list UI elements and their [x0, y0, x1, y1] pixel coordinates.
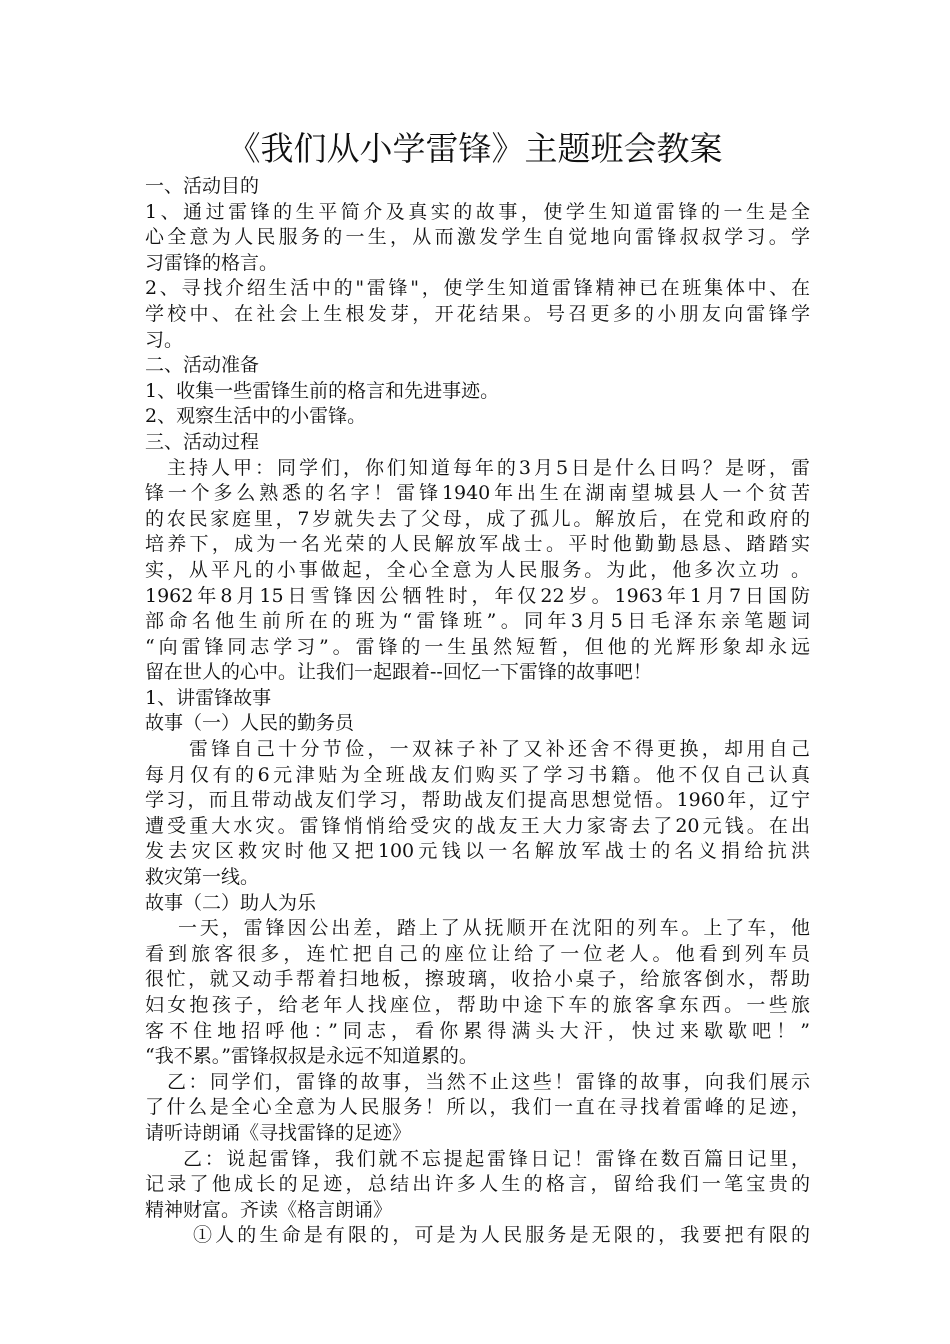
paragraph-line: 心全意为人民服务的一生，从而激发学生自觉地向雷锋叔叔学习。学: [145, 226, 810, 249]
paragraph-line: 了什么是全心全意为人民服务！所以，我们一直在寻找着雷峰的足迹，: [145, 1096, 810, 1119]
paragraph-line: 乙：同学们，雷锋的故事，当然不止这些！雷锋的故事，向我们展示: [167, 1070, 810, 1093]
section-heading-process: 三、活动过程: [145, 430, 260, 453]
document-title: 《我们从小学雷锋》主题班会教案: [227, 129, 723, 168]
paragraph-line: 精神财富。齐读《格言朗诵》: [145, 1198, 393, 1221]
paragraph-line: 一天，雷锋因公出差，踏上了从抚顺开在沈阳的列车。上了车，他: [178, 917, 810, 940]
subheading-stories: 1、讲雷锋故事: [145, 686, 272, 709]
paragraph-line: 很忙，就又动手帮着扫地板，擦玻璃，收拾小桌子，给旅客倒水，帮助: [145, 968, 810, 991]
paragraph-line: 部命名他生前所在的班为“雷锋班”。同年3月5日毛泽东亲笔题词: [145, 610, 810, 633]
paragraph-line: 习。: [145, 328, 184, 351]
paragraph-line: 学习，而且带动战友们学习，帮助战友们提高思想觉悟。1960年，辽宁: [145, 789, 810, 812]
paragraph-line: 培养下，成为一名光荣的人民解放军战士。平时他勤勤恳恳、踏踏实: [145, 533, 810, 556]
story-title-1: 故事（一）人民的勤务员: [145, 712, 355, 735]
paragraph-line: 2、观察生活中的小雷锋。: [145, 405, 367, 428]
section-heading-purpose: 一、活动目的: [145, 175, 260, 197]
paragraph-line: 记录了他成长的足迹，总结出许多人生的格言，留给我们一笔宝贵的: [145, 1173, 810, 1196]
paragraph-line: 的农民家庭里，7岁就失去了父母，成了孤儿。解放后，在党和政府的: [145, 507, 810, 530]
paragraph-line: 留在世人的心中。让我们一起跟着--回忆一下雷锋的故事吧！: [145, 661, 652, 684]
paragraph-line: 锋一个多么熟悉的名字！雷锋1940年出生在湖南望城县人一个贫苦: [145, 482, 810, 505]
paragraph-line: 1、收集一些雷锋生前的格言和先进事迹。: [145, 379, 500, 402]
paragraph-line: 请听诗朗诵《寻找雷锋的足迹》: [145, 1121, 412, 1144]
paragraph-line: 2、寻找介绍生活中的"雷锋"，使学生知道雷锋精神已在班集体中、在: [145, 277, 810, 300]
paragraph-line: 每月仅有的6元津贴为全班战友们购买了学习书籍。他不仅自己认真: [145, 763, 810, 786]
paragraph-line: 实，从平凡的小事做起，全心全意为人民服务。为此，他多次立功 。: [145, 558, 810, 581]
paragraph-line: “我不累。”雷锋叔叔是永远不知道累的。: [145, 1045, 478, 1068]
paragraph-line: 习雷锋的格言。: [145, 251, 279, 274]
section-heading-preparation: 二、活动准备: [145, 354, 260, 377]
paragraph-line: “向雷锋同志学习”。雷锋的一生虽然短暂，但他的光辉形象却永远: [145, 635, 810, 658]
paragraph-line: 主持人甲：同学们，你们知道每年的3月5日是什么日吗？是呀，雷: [167, 456, 810, 479]
paragraph-line: 客不住地招呼他：”同志，看你累得满头大汗，快过来歇歇吧！”: [145, 1019, 810, 1042]
paragraph-line: 雷锋自己十分节俭，一双袜子补了又补还舍不得更换，却用自己: [189, 738, 810, 761]
paragraph-line: 遭受重大水灾。雷锋悄悄给受灾的战友王大力家寄去了20元钱。在出: [145, 814, 810, 837]
paragraph-line: 乙：说起雷锋，我们就不忘提起雷锋日记！雷锋在数百篇日记里，: [183, 1147, 810, 1170]
paragraph-line: 发去灾区救灾时他又把100元钱以一名解放军战士的名义捐给抗洪: [145, 840, 810, 863]
paragraph-line: 1、通过雷锋的生平简介及真实的故事，使学生知道雷锋的一生是全: [145, 200, 810, 223]
paragraph-line: 学校中、在社会上生根发芽，开花结果。号召更多的小朋友向雷锋学: [145, 302, 810, 325]
paragraph-line: 1962年8月15日雪锋因公牺牲时，年仅22岁。1963年1月7日国防: [145, 584, 810, 607]
paragraph-line: 看到旅客很多，连忙把自己的座位让给了一位老人。他看到列车员: [145, 942, 810, 965]
paragraph-line: 妇女抱孩子，给老年人找座位，帮助中途下车的旅客拿东西。一些旅: [145, 994, 810, 1016]
document-body: [145, 174, 810, 1249]
paragraph-line: 救灾第一线。: [145, 866, 260, 889]
story-title-2: 故事（二）助人为乐: [145, 891, 317, 914]
paragraph-line: ①人的生命是有限的，可是为人民服务是无限的，我要把有限的: [193, 1224, 810, 1247]
